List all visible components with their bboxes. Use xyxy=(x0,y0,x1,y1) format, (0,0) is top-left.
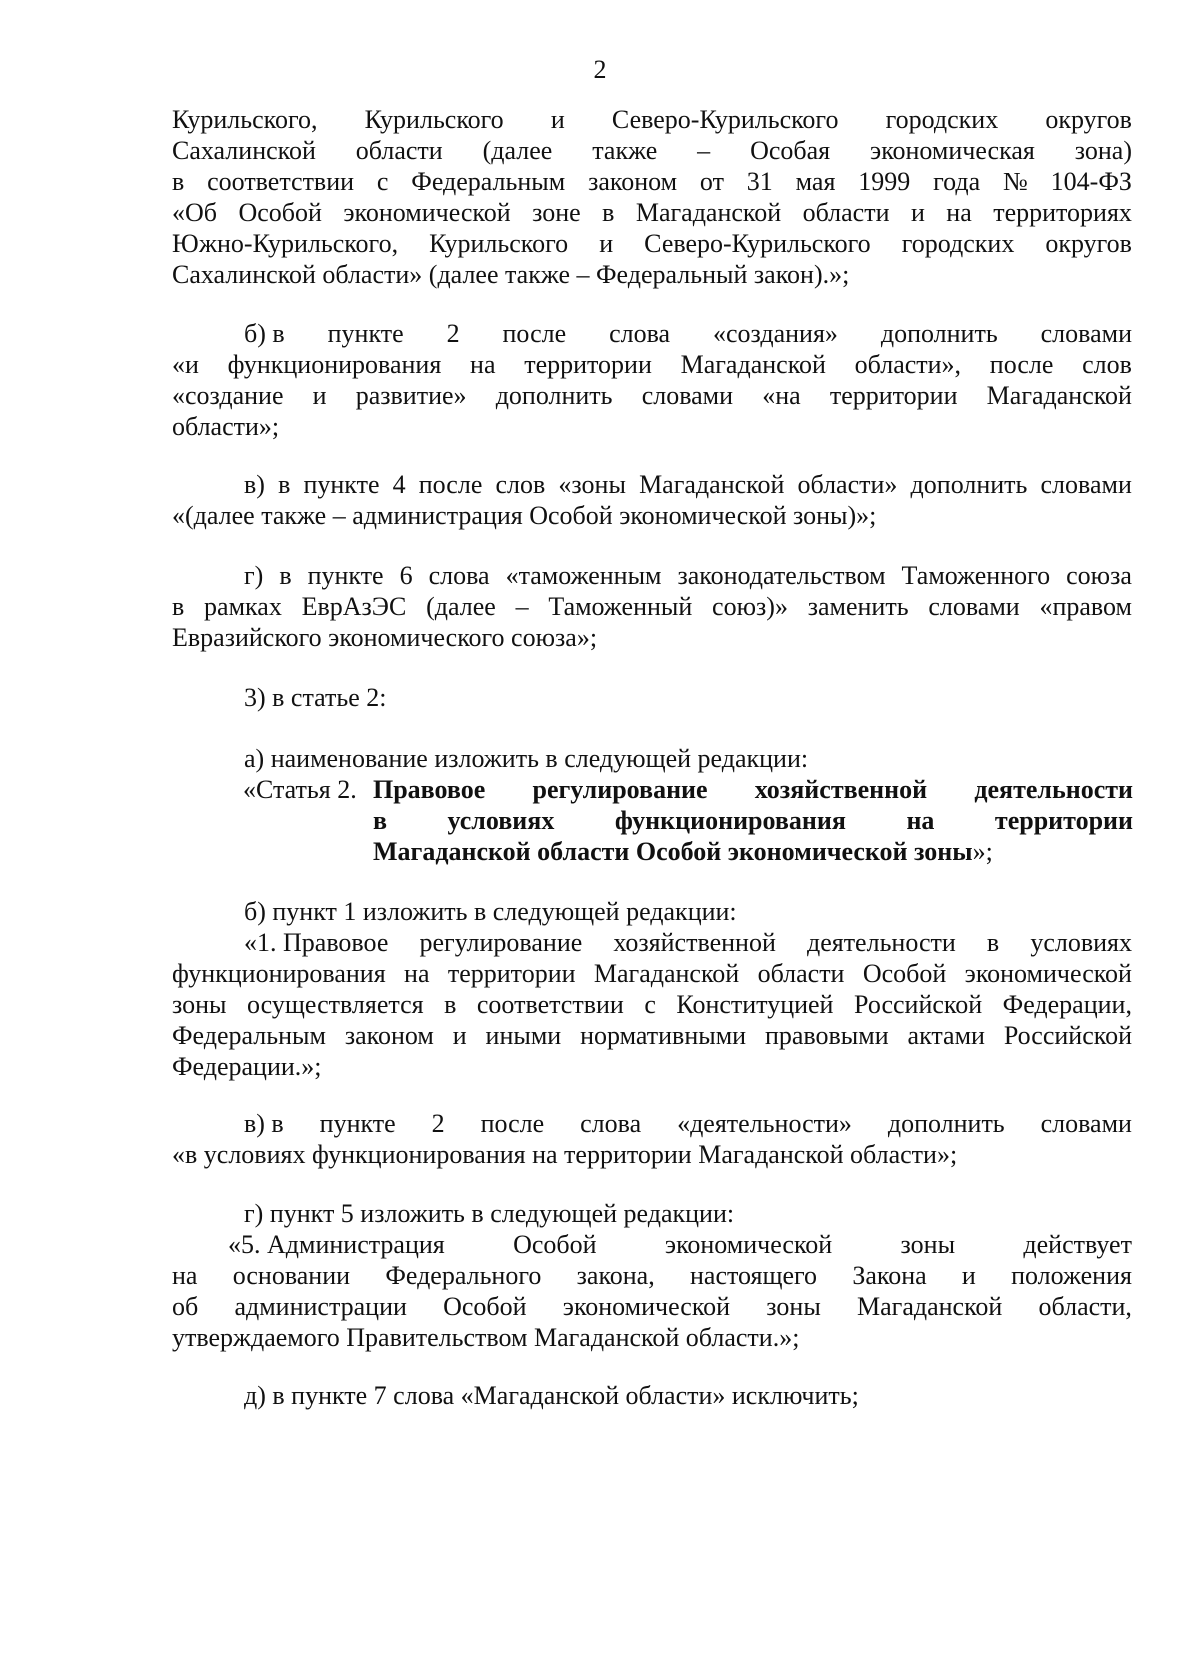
word: «создания» xyxy=(713,319,838,348)
word: городских xyxy=(901,229,1015,258)
paragraph-a-continuation xyxy=(172,104,1132,290)
article-title-last: Магаданской области Особой экономической зоны xyxy=(373,837,973,866)
word: актами xyxy=(907,1021,985,1050)
word: функционирования xyxy=(614,806,846,835)
word: и xyxy=(452,1021,467,1050)
justified-line xyxy=(172,989,1132,1020)
word: словами xyxy=(928,592,1020,621)
word: нормативными xyxy=(580,1021,747,1050)
word: «Об xyxy=(172,198,218,227)
justified-line xyxy=(172,135,1132,166)
justified-line xyxy=(172,197,1132,228)
word: – xyxy=(515,592,529,621)
word: зона) xyxy=(1074,136,1132,165)
word: осуществляется xyxy=(247,990,424,1019)
word: области xyxy=(802,198,890,227)
justified-line xyxy=(172,1020,1132,1051)
word: «зоны xyxy=(558,470,626,499)
word: экономической xyxy=(562,1292,731,1321)
word: в xyxy=(986,928,1000,957)
word: дополнить xyxy=(495,381,613,410)
item-3a xyxy=(172,743,1132,774)
word: законом xyxy=(588,167,678,196)
word: законодательством xyxy=(677,561,886,590)
word: Российской xyxy=(854,990,983,1019)
word: Магаданской xyxy=(639,470,785,499)
word: деятельности xyxy=(806,928,956,957)
word: Таможенный xyxy=(548,592,693,621)
word: основании xyxy=(232,1261,351,1290)
word: словами xyxy=(1040,470,1132,499)
word: в xyxy=(279,561,292,590)
word: Курильского, xyxy=(172,105,318,134)
word: Особая xyxy=(750,136,831,165)
word: округов xyxy=(1045,229,1132,258)
word: области xyxy=(355,136,443,165)
word: 6 xyxy=(399,561,413,590)
word: дополнить xyxy=(887,1109,1005,1138)
article-title xyxy=(373,774,1133,867)
paragraph-last-line: «(далее также – администрация Особой экономической зоны)»; xyxy=(172,501,877,530)
word: хозяйственной xyxy=(754,775,928,804)
word: слова xyxy=(428,561,490,590)
word: Магаданской xyxy=(593,959,740,988)
justified-line xyxy=(172,927,1132,958)
word: «создание xyxy=(172,381,284,410)
word: области», xyxy=(854,350,962,379)
word: пункте xyxy=(303,470,380,499)
paragraph-v xyxy=(172,469,1132,531)
word: словами xyxy=(1040,1109,1132,1138)
word: слов xyxy=(1082,350,1132,379)
word: «5. Администрация xyxy=(228,1230,445,1259)
word: Особой xyxy=(443,1292,527,1321)
word: № xyxy=(1003,167,1028,196)
word: в xyxy=(172,167,185,196)
word: зоне xyxy=(532,198,581,227)
word: 31 xyxy=(746,167,773,196)
word: деятельности xyxy=(974,775,1133,804)
word: Особой xyxy=(862,959,947,988)
article-title-last-line xyxy=(373,836,1133,867)
paragraph-last-line: «в условиях функционирования на территории Магаданской области»; xyxy=(172,1140,958,1169)
word: «деятельности» xyxy=(677,1109,852,1138)
word: слова xyxy=(609,319,671,348)
word: и xyxy=(312,381,327,410)
item-3b xyxy=(172,896,1132,1082)
justified-line xyxy=(172,1291,1132,1322)
word: в xyxy=(444,990,457,1019)
word: ЕврАзЭС xyxy=(301,592,407,621)
word: после xyxy=(989,350,1054,379)
word: экономическая xyxy=(870,136,1035,165)
word: Федеральным xyxy=(411,167,566,196)
item-3v xyxy=(172,1108,1132,1170)
word: на xyxy=(172,1261,198,1290)
item-3 xyxy=(172,682,1132,713)
paragraph-last-line: утверждаемого Правительством Магаданской области.»; xyxy=(172,1323,800,1352)
word: Российской xyxy=(1003,1021,1132,1050)
word: Сахалинской xyxy=(172,136,316,165)
word: области xyxy=(757,959,845,988)
item-3g-heading: г) пункт 5 изложить в следующей редакции: xyxy=(244,1199,735,1228)
word: соответствии xyxy=(207,167,355,196)
word: 2 xyxy=(431,1109,445,1138)
word: рамках xyxy=(204,592,282,621)
word: после xyxy=(502,319,567,348)
justified-line xyxy=(172,318,1132,349)
word: «на xyxy=(762,381,801,410)
word: «и xyxy=(172,350,199,379)
word: городских xyxy=(885,105,999,134)
word: дополнить xyxy=(910,470,1028,499)
item-3d-text: д) в пункте 7 слова «Магаданской области» исключить; xyxy=(244,1381,859,1410)
word: – xyxy=(697,136,711,165)
item-3a-text: а) наименование изложить в следующей редакции: xyxy=(244,744,809,773)
word: условиях xyxy=(447,806,555,835)
word: г) xyxy=(244,561,264,590)
word: «правом xyxy=(1039,592,1132,621)
word: правовыми xyxy=(764,1021,889,1050)
word: (далее xyxy=(426,592,496,621)
paragraph-b xyxy=(172,318,1132,442)
word: функционирования xyxy=(227,350,442,379)
word: Северо-Курильского xyxy=(644,229,871,258)
word: регулирование xyxy=(419,928,583,957)
paragraph-g xyxy=(172,560,1132,653)
word: области» xyxy=(797,470,898,499)
paragraph-last-line: Сахалинской области» (далее также – Федеральный закон).»; xyxy=(172,260,850,289)
word: в) в xyxy=(244,1109,284,1138)
word: зоны xyxy=(172,990,227,1019)
word: соответствии xyxy=(476,990,624,1019)
word: с xyxy=(644,990,656,1019)
word: с xyxy=(376,167,389,196)
justified-line xyxy=(172,560,1132,591)
word: Курильского xyxy=(364,105,504,134)
word: экономической xyxy=(664,1230,833,1259)
article-title-end: »; xyxy=(972,837,993,866)
word: и xyxy=(910,198,925,227)
word: развитие» xyxy=(355,381,467,410)
word: функционирования xyxy=(172,959,386,988)
word: Магаданской xyxy=(680,350,826,379)
page-number: 2 xyxy=(593,55,607,84)
word: пункте xyxy=(307,561,384,590)
word: и xyxy=(599,229,614,258)
word: условиях xyxy=(1030,928,1132,957)
word: Федерации, xyxy=(1002,990,1132,1019)
word: Федерального xyxy=(385,1261,542,1290)
word: заменить xyxy=(807,592,909,621)
word: экономической xyxy=(343,198,511,227)
word: «1. Правовое xyxy=(244,928,389,957)
word: года xyxy=(933,167,981,196)
word: и xyxy=(961,1261,976,1290)
justified-line xyxy=(172,166,1132,197)
justified-line xyxy=(172,958,1132,989)
word: на xyxy=(906,806,935,835)
word: мая xyxy=(795,167,836,196)
word: пункте xyxy=(327,319,404,348)
word: администрации xyxy=(234,1292,407,1321)
word: словами xyxy=(641,381,734,410)
word: в xyxy=(278,470,291,499)
justified-line xyxy=(172,1229,1132,1260)
word: союз)» xyxy=(712,592,788,621)
article-heading xyxy=(243,774,1133,867)
paragraph-last-line: Федерации.»; xyxy=(172,1052,322,1081)
word: настоящего xyxy=(689,1261,818,1290)
word: Таможенного xyxy=(901,561,1051,590)
word: в xyxy=(373,806,388,835)
word: зоны xyxy=(766,1292,821,1321)
article-label: «Статья 2. xyxy=(243,775,357,804)
word: после xyxy=(480,1109,545,1138)
word: (далее xyxy=(482,136,553,165)
word: союза xyxy=(1066,561,1132,590)
word: положения xyxy=(1011,1261,1132,1290)
word: зоны xyxy=(900,1230,956,1259)
word: «таможенным xyxy=(505,561,662,590)
item-3-heading: 3) в статье 2: xyxy=(244,683,387,712)
word: словами xyxy=(1040,319,1132,348)
justified-line xyxy=(172,469,1132,500)
word: на xyxy=(946,198,972,227)
word: слова xyxy=(580,1109,642,1138)
word: и xyxy=(550,105,565,134)
word: действует xyxy=(1023,1230,1132,1259)
word: Магаданской xyxy=(635,198,782,227)
word: иными xyxy=(485,1021,562,1050)
paragraph-last-line: Евразийского экономического союза»; xyxy=(172,623,598,652)
word: закона, xyxy=(576,1261,655,1290)
word: Северо-Курильского xyxy=(611,105,839,134)
word: в) xyxy=(244,470,265,499)
word: территории xyxy=(524,350,652,379)
word: Южно-Курильского, xyxy=(172,229,399,258)
word: об xyxy=(172,1292,199,1321)
word: дополнить xyxy=(880,319,998,348)
justified-line xyxy=(172,591,1132,622)
paragraph-last-line: области»; xyxy=(172,412,280,441)
justified-line xyxy=(373,805,1133,836)
word: в xyxy=(172,592,185,621)
justified-line xyxy=(172,1260,1132,1291)
word: на xyxy=(470,350,496,379)
justified-line xyxy=(172,380,1132,411)
word: Магаданской xyxy=(986,381,1132,410)
word: слов xyxy=(495,470,546,499)
word: пункте xyxy=(319,1109,396,1138)
item-3g xyxy=(172,1198,1132,1353)
word: законом xyxy=(344,1021,434,1050)
word: территории xyxy=(829,381,958,410)
word: Курильского xyxy=(429,229,569,258)
word: 4 xyxy=(392,470,406,499)
word: Федеральным xyxy=(172,1021,326,1050)
word: б) в xyxy=(244,319,285,348)
word: области, xyxy=(1038,1292,1132,1321)
word: Конституцией xyxy=(676,990,834,1019)
item-3d xyxy=(172,1380,1132,1411)
justified-line xyxy=(172,104,1132,135)
word: 104-ФЗ xyxy=(1050,167,1132,196)
word: 1999 xyxy=(858,167,911,196)
word: после xyxy=(418,470,483,499)
justified-line xyxy=(373,774,1133,805)
word: от xyxy=(699,167,724,196)
word: Особой xyxy=(513,1230,597,1259)
word: Особой xyxy=(238,198,322,227)
word: 2 xyxy=(446,319,460,348)
word: территории xyxy=(994,806,1133,835)
word: регулирование xyxy=(532,775,708,804)
word: территориях xyxy=(993,198,1132,227)
word: экономической xyxy=(964,959,1132,988)
word: Правовое xyxy=(373,775,486,804)
item-3b-heading: б) пункт 1 изложить в следующей редакции: xyxy=(244,897,737,926)
justified-line xyxy=(172,228,1132,259)
word: Магаданской xyxy=(857,1292,1003,1321)
justified-line xyxy=(172,349,1132,380)
word: Закона xyxy=(852,1261,927,1290)
word: хозяйственной xyxy=(613,928,776,957)
word: территории xyxy=(447,959,576,988)
word: округов xyxy=(1045,105,1132,134)
word: в xyxy=(602,198,615,227)
justified-line xyxy=(172,1108,1132,1139)
word: на xyxy=(404,959,430,988)
word: также xyxy=(592,136,658,165)
